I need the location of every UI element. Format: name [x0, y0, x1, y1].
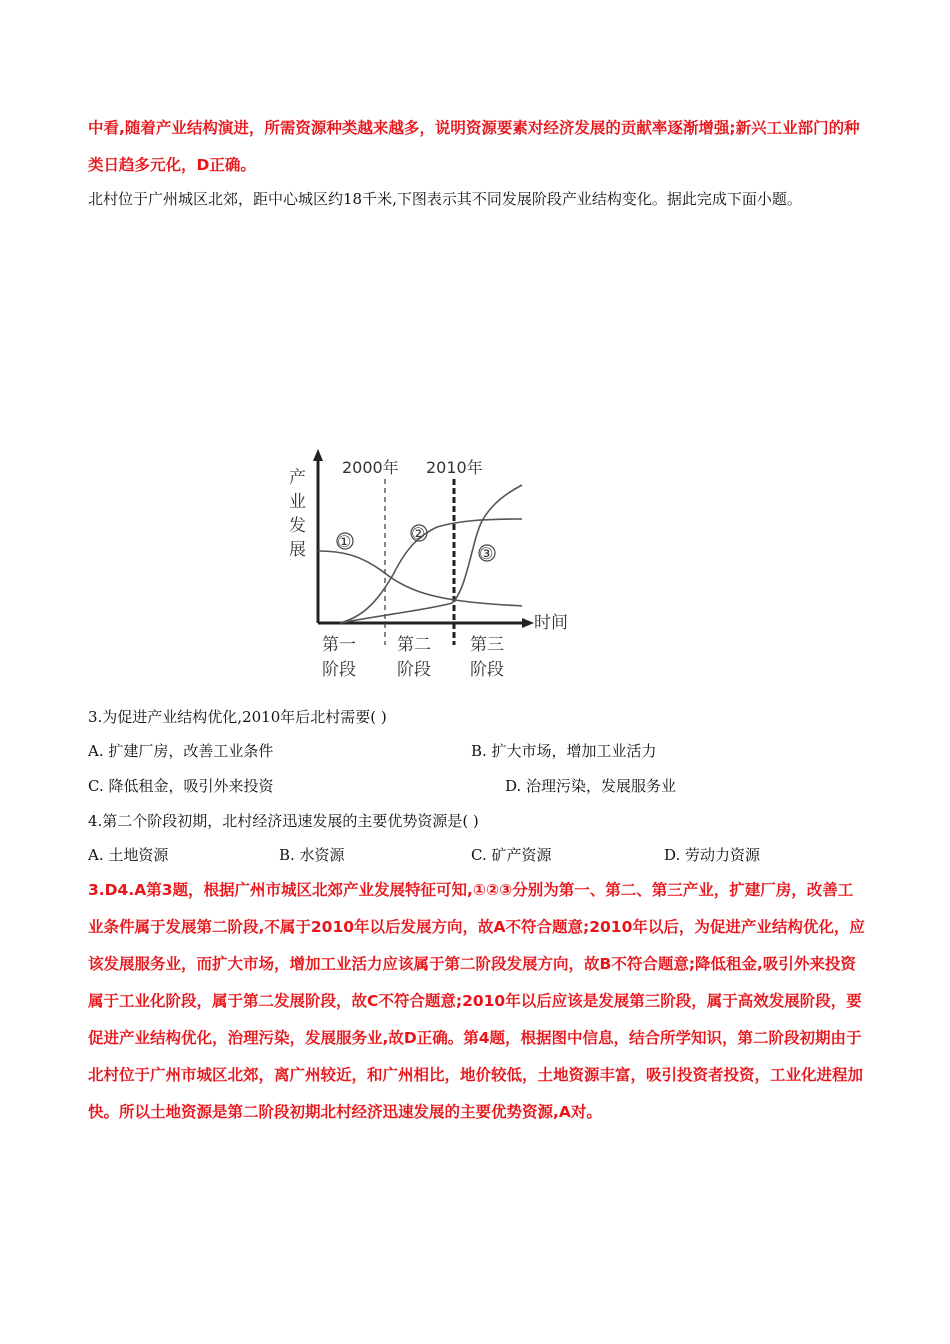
- q4-option-c[interactable]: C. 矿产资源: [471, 846, 552, 864]
- stage-1-line-2: 阶段: [322, 660, 356, 680]
- y-axis-arrow: [313, 449, 323, 461]
- stage-3-line-1: 第三: [470, 635, 504, 655]
- curve-1-label: ①: [337, 532, 352, 551]
- q4-option-d[interactable]: D. 劳动力资源: [664, 846, 761, 864]
- y-label-1: 产: [289, 468, 306, 488]
- q3-option-c[interactable]: C. 降低租金，吸引外来投资: [88, 777, 274, 795]
- year-2010-label: 2010年: [426, 458, 483, 477]
- question-intro: 北村位于广州城区北郊，距中心城区约18千米,下图表示其不同发展阶段产业结构变化。据此完成下面小题。: [88, 190, 802, 208]
- stage-1-line-1: 第一: [322, 635, 356, 655]
- question-4-stem: 4.第二个阶段初期，北村经济迅速发展的主要优势资源是( ): [88, 812, 479, 830]
- q4-option-a[interactable]: A. 土地资源: [88, 846, 169, 864]
- curve-3-label: ③: [479, 544, 494, 563]
- stage-2-line-2: 阶段: [397, 660, 431, 680]
- q3-option-a[interactable]: A. 扩建厂房，改善工业条件: [88, 742, 274, 760]
- stage-3-line-2: 阶段: [470, 660, 504, 680]
- y-label-3: 发: [289, 516, 306, 536]
- answer-explanation: 3.D4.A第3题，根据广州市城区北郊产业发展特征可知,①②③分别为第一、第二、第三产业，扩建厂房，改善工业条件属于发展第二阶段,不属于2010年以后发展方向，故A不符合题意;2010年以后，为促进产业结构优化，应该发展服务业，而扩大市场，增加工业活力应该属于第二阶段发展方向，故B不符合题意;降低租金,吸引外来投资属于工业化阶段，属于第二发展阶段，故C不符合题意;2010年以后应该是发展第三阶段，属于高效发展阶段，要促进产业结构优化，治理污染，发展服务业,故D正确。第4题，根据图中信息，结合所学知识，第二阶段初期由于北村位于广州市城区北郊，离广州较近，和广州相比，地价较低，土地资源丰富，吸引投资者投资，工业化进程加快。所以土地资源是第二阶段初期北村经济迅速发展的主要优势资源,A对。: [88, 881, 865, 1121]
- x-axis-arrow: [522, 618, 534, 628]
- x-label: 时间: [534, 613, 568, 633]
- industry-structure-figure: [282, 445, 582, 690]
- question-3-stem: 3.为促进产业结构优化,2010年后北村需要( ): [88, 708, 387, 726]
- y-label-2: 业: [289, 492, 306, 512]
- stage-2-line-1: 第二: [397, 635, 431, 655]
- q4-option-b[interactable]: B. 水资源: [279, 846, 345, 864]
- q3-option-d[interactable]: D. 治理污染，发展服务业: [505, 777, 677, 795]
- q3-option-b[interactable]: B. 扩大市场，增加工业活力: [471, 742, 657, 760]
- previous-answer-explanation: 中看,随着产业结构演进，所需资源种类越来越多，说明资源要素对经济发展的贡献率逐渐增强;新兴工业部门的种类日趋多元化，D正确。: [88, 119, 860, 174]
- y-label-4: 展: [289, 540, 306, 560]
- year-2000-label: 2000年: [342, 458, 399, 477]
- curve-2-label: ②: [411, 524, 426, 543]
